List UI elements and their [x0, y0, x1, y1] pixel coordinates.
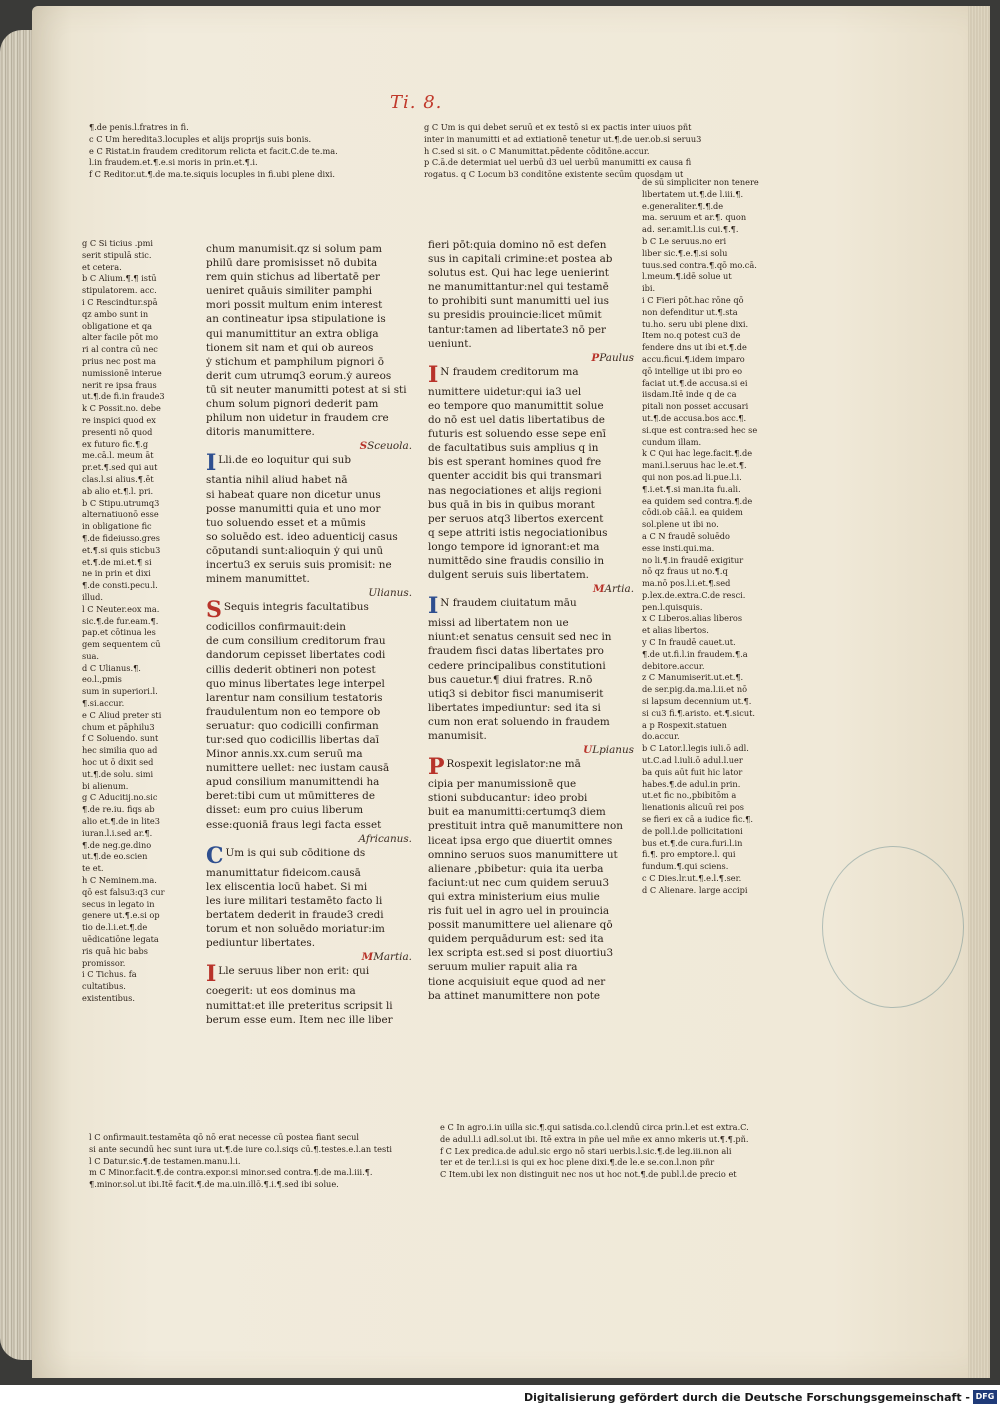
text-line: sus in capitali crimine:et postea ab [428, 253, 613, 266]
text-line: dulgent seruis suis libertatem. [428, 569, 589, 582]
section-heading [428, 351, 634, 365]
gloss-line: b C Lator.l.legis iuli.ō adl. [642, 743, 749, 754]
text-line [206, 600, 412, 620]
heading-initial: U [583, 744, 593, 757]
gloss-line: do.accur. [642, 731, 680, 742]
gloss-line: a p Rospexit.statuen [642, 719, 727, 730]
text-line: nas negociationes et alijs regioni [428, 484, 602, 497]
text-line: chum manumisit.qz si solum pam [206, 243, 382, 255]
text-line: cum non erat soluendo in fraudem [428, 715, 610, 728]
heading-text: Africanus. [358, 832, 412, 845]
section-heading [206, 439, 412, 453]
gloss-line: ¶.de fideiusso.gres [82, 532, 160, 543]
section-heading [206, 586, 412, 600]
gloss-line: ¶.i.et.¶.si man.ita fu.ali. [642, 483, 741, 494]
gloss-line: f C Lex predica.de adul.sic ergo nō stari uerbis.l.sic.¶.de leg.iii.non ali [440, 1145, 732, 1156]
text-line: solutus est. Qui hac lege uenierint [428, 267, 609, 280]
gloss-line: te et. [82, 863, 104, 874]
gloss-line: obligatione et qa [82, 320, 152, 331]
top-gloss-left [89, 122, 409, 181]
text-line [428, 365, 634, 385]
text-line: dandorum cepisset libertates codi [206, 649, 386, 662]
section-heading [206, 832, 412, 846]
text-line: bis est sperant homines quod fre [428, 456, 602, 469]
gloss-line: se fieri ex cā a iudice fic.¶. [642, 814, 753, 825]
text-line: do nō est uel datis libertatibus de [428, 414, 605, 427]
text-line: cedere principalibus constitutioni [428, 659, 606, 672]
gloss-line: sic.¶.de fur.eam.¶. [82, 615, 159, 626]
gloss-line: prius nec post ma [82, 355, 157, 366]
gloss-line: bi alienum. [82, 780, 129, 791]
text-line [428, 757, 634, 777]
section-heading [428, 743, 634, 757]
text-line: possit manumittere uel alienare qō [428, 919, 613, 932]
gloss-line: fi.¶. pro emptore.l. qui [642, 849, 736, 860]
text-line: tū sit neuter manumitti potest at si sti [206, 383, 407, 396]
gloss-line: me.cā.l. meum āt [82, 450, 154, 461]
gloss-line: serit stipulā stic. [82, 249, 152, 260]
text-line: cipia per manumissionē que [428, 778, 577, 791]
text-line: tur:sed quo codicillis libertas daī [206, 734, 380, 746]
gloss-line: ut.et fic no.,pbibitōm a [642, 790, 737, 801]
gloss-line: g C Si ticius .pmi [82, 238, 153, 248]
line-text: Lli.de eo loquitur qui sub [218, 454, 351, 467]
text-line: beret:tibi cum ut mūmitteres de [206, 790, 375, 803]
folio-header: Ti. 8. [390, 92, 443, 113]
gloss-line: et cetera. [82, 261, 122, 272]
gloss-line: hec similia quo ad [82, 745, 158, 756]
text-line: q sepe attriti istis negociationibus [428, 526, 608, 539]
gloss-line: ut.¶.de fi.in fraude3 [82, 391, 165, 402]
gloss-line: libertatem ut.¶.de l.iii.¶. [642, 188, 744, 199]
gloss-line: accu.ficui.¶.idem imparo [642, 353, 745, 364]
gloss-line: e C Ristat.in fraudem creditorum relicta et facit.C.de te.ma. [89, 145, 338, 156]
gloss-line: iuran.l.i.sed ar.¶. [82, 827, 153, 838]
gloss-line: stipulatorem. acc. [82, 285, 157, 296]
gloss-line: z C Manumiserit.ut.et.¶. [642, 672, 744, 683]
line-text: Um is qui sub cōditione ds [225, 846, 366, 859]
gloss-line: habes.¶.de adul.in prin. [642, 778, 741, 789]
heading-text: Ulianus. [368, 587, 412, 600]
dfg-logo: DFG [973, 1390, 997, 1404]
text-line: bus quā in bis in quibus morant [428, 498, 595, 511]
gloss-line: b C Le seruus.no eri [642, 235, 727, 246]
gloss-line: pen.l.quisquis. [642, 601, 703, 612]
heading-text: Paulus [599, 351, 634, 364]
text-line: Minor annis.xx.cum seruū ma [206, 748, 363, 761]
text-line: numittēdo sine fraudis consilio in [428, 554, 605, 567]
gloss-line: non defenditur ut.¶.sta [642, 306, 738, 317]
text-line: de cum consilium creditorum frau [206, 635, 386, 648]
text-line: fraudulentum non eo tempore ob [206, 705, 381, 718]
text-line: bus cauetur.¶ diui fratres. R.nō [428, 673, 593, 686]
gloss-line: uēdicatiōne legata [82, 934, 159, 945]
gloss-line: qz ambo sunt in [82, 308, 149, 319]
gloss-line: f C Soluendo. sunt [82, 733, 159, 744]
gloss-line: l C Neuter.eox ma. [82, 603, 160, 614]
gloss-line: eo.l.,pmis [82, 674, 122, 685]
gloss-line: nerit re ipsa fraus [82, 379, 157, 390]
book-page [32, 6, 990, 1378]
right-margin-gloss [642, 177, 792, 897]
text-line: fieri pōt:quia domino nō est defen [428, 239, 607, 251]
gloss-line: ter et de ter.l.i.si is qui ex hoc plene dixi.¶.de le.e se.con.l.non pñr [440, 1157, 715, 1168]
gloss-line: existentibus. [82, 993, 135, 1003]
gloss-line: genere ut.¶.e.si op [82, 910, 160, 921]
text-line: chum solum pignori dederit pam [206, 398, 379, 411]
gloss-line: promissor. [82, 957, 126, 968]
bottom-gloss-left [89, 1132, 429, 1191]
gloss-line: tio de.l.i.et.¶.de [82, 922, 148, 933]
gloss-line: ab alio et.¶.l. pri. [82, 485, 154, 496]
text-line: numittere uidetur:qui ia3 uel [428, 385, 582, 398]
heading-initial: S [359, 440, 368, 453]
gloss-line: p.lex.de.extra.C.de resci. [642, 589, 746, 600]
gloss-line: et.¶.de mi.et.¶ si [82, 556, 152, 567]
heading-text: Sceuola. [367, 440, 412, 453]
main-text-column-right [428, 238, 634, 1003]
decorated-initial: C [206, 845, 224, 866]
gloss-line: illud. [82, 591, 103, 602]
text-line: buit ea manumitti:certumq3 diem [428, 806, 606, 819]
text-line: les iure militari testamēto facto li [206, 894, 383, 907]
gloss-line: h C.sed si sit. o C Manumittat.pēdente cōditōne.accur. [424, 145, 650, 156]
gloss-line: cultatibus. [82, 981, 126, 992]
text-line: apud consilium manumittendi ha [206, 776, 380, 789]
gloss-line: ut.¶.de eo.scien [82, 851, 148, 862]
gloss-line: esse insti.qui.ma. [642, 542, 715, 553]
gloss-line: numissionē interue [82, 367, 162, 378]
gloss-line: alternatiuonō esse [82, 509, 159, 520]
gloss-line: h C Neminem.ma. [82, 875, 157, 886]
section-heading [206, 950, 412, 964]
text-line [428, 596, 634, 616]
gloss-line: debitore.accur. [642, 660, 705, 671]
text-line: omnino seruos suos manumittere ut [428, 848, 618, 861]
gloss-line: ¶.de consti.pecu.l. [82, 580, 158, 591]
gloss-line: hoc ut ō dixit sed [82, 757, 154, 768]
gloss-line: ad. ser.amit.l.is cui.¶.¶. [642, 224, 739, 235]
funding-credit: Digitalisierung gefördert durch die Deutsche Forschungsgemeinschaft - [523, 1391, 970, 1404]
text-line [206, 964, 412, 984]
gloss-line: ex futuro fic.¶.g [82, 438, 149, 449]
gloss-line: alter facile pōt mo [82, 332, 159, 343]
top-gloss-right [424, 122, 774, 181]
gloss-line: l.in fraudem.et.¶.e.si moris in prin.et.¶.i. [89, 157, 258, 168]
gloss-line: ma. seruum et ar.¶. quon [642, 212, 747, 223]
text-line: per seruos atq3 libertos exercent [428, 512, 604, 525]
gloss-line: ea quidem sed contra.¶.de [642, 495, 753, 506]
text-line: tionem sit nam et qui ob aureos [206, 341, 374, 354]
gloss-line: si cu3 fi.¶.aristo. et.¶.sicut. [642, 707, 755, 718]
bottom-gloss-right [440, 1122, 794, 1181]
text-line: niunt:et senatus censuit sed nec in [428, 631, 612, 644]
line-text: N fraudem creditorum ma [440, 365, 579, 378]
text-line: qui extra ministerium eius mulie [428, 890, 600, 903]
gloss-line: ¶.si.accur. [82, 698, 125, 709]
gloss-line: iisdam.Itē inde q de ca [642, 389, 737, 400]
text-line: si habeat quare non dicetur unus [206, 488, 381, 501]
gloss-line: sol.plene ut ibi no. [642, 519, 719, 530]
gloss-line: no li.¶.in fraudē exigitur [642, 554, 744, 565]
gloss-line: k C Possit.no. debe [82, 403, 161, 414]
gloss-line: b C Stipu.utrumq3 [82, 497, 160, 508]
digitization-footer [0, 1385, 1000, 1410]
gloss-line: i C Fieri pōt.hac rōne qō [642, 294, 744, 305]
gloss-line: in obligatione fic [82, 521, 152, 532]
gloss-line: qui non pos.ad li.pue.l.i. [642, 471, 742, 482]
gloss-line: e.generaliter.¶.¶.de [642, 200, 724, 211]
text-line: derit cum utrumq3 eorum.ẏ aureos [206, 369, 392, 382]
text-line: larentur nam consilium testatoris [206, 691, 383, 704]
gloss-line: et alias libertos. [642, 625, 709, 636]
gloss-line: l.meum.¶.idē solue ut [642, 271, 732, 282]
gloss-line: clas.l.si alius.¶.ēt [82, 473, 154, 484]
text-line: ris fuit uel in agro uel in prouincia [428, 905, 610, 918]
gloss-line: cundum illam. [642, 436, 702, 447]
text-line: pediuntur libertates. [206, 937, 316, 950]
gloss-line: l C onfirmauit.testamēta qō nō erat necesse cū postea fiant secul [89, 1132, 359, 1142]
heading-text: Lpianus [592, 744, 634, 757]
text-line: mori possit multum enim interest [206, 299, 383, 312]
gloss-line: ¶.de neg.ge.dino [82, 839, 152, 850]
gloss-line: si lapsum decennium ut.¶. [642, 696, 752, 707]
gloss-line: re inspici quod ex [82, 414, 156, 425]
text-line: longo tempore id ignorant:et ma [428, 540, 600, 553]
gloss-line: de poll.l.de pollicitationi [642, 825, 743, 836]
text-line: so soluēdo est. ideo aduenticij casus [206, 530, 398, 543]
text-line: quidem perquādurum est: sed ita [428, 933, 604, 946]
text-line: ba attinet manumittere non pote [428, 989, 601, 1002]
gloss-line: g C Aducitij.no.sic [82, 792, 158, 803]
heading-text: Artia. [604, 583, 634, 596]
text-line: philū dare promisisset nō dubita [206, 257, 378, 270]
gloss-line: ¶.de penis.l.fratres in fi. [89, 122, 189, 132]
text-line: manumittatur fideicom.causā [206, 866, 361, 879]
text-line: coegerit: ut eos dominus ma [206, 985, 356, 998]
gloss-line: secus in legato in [82, 898, 155, 909]
main-text-column-left [206, 242, 412, 1027]
gloss-line: ut.C.ad l.iuli.ō adul.l.uer [642, 755, 743, 766]
text-line: lex scripta est.sed si post diuortiu3 [428, 947, 614, 960]
gloss-line: ba quis aūt fuit hic lator [642, 766, 743, 777]
line-text: Sequis integris facultatibus [223, 601, 369, 614]
gloss-line: f C Reditor.ut.¶.de ma.te.siquis locuples in fi.ubi plene dixi. [89, 169, 335, 180]
text-line: quenter accidit bis qui transmari [428, 470, 602, 483]
gloss-line: mani.l.seruus hac le.et.¶. [642, 460, 747, 471]
gloss-line: pr.et.¶.sed qui aut [82, 462, 158, 473]
line-text: Rospexit legislator:ne mā [446, 758, 581, 771]
decorated-initial: S [206, 600, 222, 621]
gloss-line: sua. [82, 650, 99, 661]
gloss-line: de sū simpliciter non tenere [642, 177, 759, 187]
text-line: tuo soluendo esset et a mūmis [206, 516, 366, 529]
gloss-line: bus et.¶.de cura.furi.l.in [642, 837, 743, 848]
gloss-line: si.que est contra:sed hec se [642, 424, 758, 435]
heading-text: Martia. [373, 951, 412, 964]
gloss-line: C Item.ubi lex non distinguit nec nos ut hoc not.¶.de publ.l.de precio et [440, 1169, 737, 1180]
text-line: liceat ipsa ergo que diuertit omnes [428, 834, 613, 847]
gloss-line: tuus.sed contra.¶.qō mo.cā. [642, 259, 757, 270]
text-line: ueniunt. [428, 337, 472, 350]
text-line: futuris est soluendo esse sepe enī [428, 428, 606, 441]
decorated-initial: I [206, 453, 217, 474]
gloss-line: inter in manumitti et ad extiationē tenetur ut.¶.de uer.ob.si seruu3 [424, 133, 702, 144]
gloss-line: i C Tichus. fa [82, 969, 137, 980]
text-line: ẏ stichum et pamphilum pignori ō [206, 355, 384, 368]
decorated-initial: I [206, 964, 217, 985]
text-line: prestituit intra quē manumittere non [428, 820, 623, 833]
text-line: quo minus libertates lege interpel [206, 677, 385, 690]
heading-initial: M [593, 583, 605, 596]
text-line: qui manumittitur an extra obliga [206, 327, 379, 340]
gloss-line: c C Dies.lr.ut.¶.e.l.¶.ser. [642, 873, 742, 884]
gloss-line: chum et pāphilu3 [82, 721, 155, 732]
text-line: bertatem dederit in fraude3 credi [206, 909, 384, 922]
text-line: fraudem fisci datas libertates pro [428, 645, 604, 658]
heading-initial: P [591, 351, 600, 364]
gloss-line: g C Um is qui debet seruū et ex testō si ex pactis inter uiuos pñt [424, 122, 692, 132]
text-line: ne manumittantur:nel qui testamē [428, 281, 609, 294]
text-line: numittat:et ille preteritus scripsit li [206, 999, 393, 1012]
gloss-line: d C Alienare. large accipi [642, 884, 748, 895]
left-margin-gloss [82, 238, 204, 1005]
gloss-line: ibi. [642, 283, 656, 294]
gloss-line: y C In fraudē cauet.ut. [642, 637, 736, 648]
text-line: su presidis prouincie:licet mūmit [428, 309, 602, 322]
heading-initial: M [361, 951, 374, 964]
gloss-line: ris quā hic babs [82, 945, 148, 956]
gloss-line: fendere dns ut ibi et.¶.de [642, 342, 747, 353]
text-line: de facultatibus suis amplius q in [428, 442, 599, 455]
text-line: stioni subducantur: ideo probi [428, 792, 588, 805]
gloss-line: a C N fraudē soluēdo [642, 530, 730, 541]
text-line: utiq3 si debitor fisci manumiserit [428, 687, 604, 700]
gloss-line: Item no.q potest cu3 de [642, 330, 741, 341]
gloss-line: e C In agro.i.in uilla sic.¶.qui satisda.co.l.clendū circa prin.l.et est extra.C. [440, 1122, 749, 1132]
section-heading [428, 582, 634, 596]
faint-ink-flourish [822, 846, 964, 1008]
text-line: tantur:tamen ad libertate3 nō per [428, 323, 606, 336]
gloss-line: sum in superiori.l. [82, 686, 158, 697]
gloss-line: k C Qui hac lege.facit.¶.de [642, 448, 753, 459]
text-line: stantia nihil aliud habet nā [206, 474, 348, 487]
gloss-line: alio et.¶.de in lite3 [82, 816, 160, 827]
text-line [206, 453, 412, 473]
line-text: Lle seruus liber non erit: qui [218, 965, 370, 978]
text-line: seruatur: quo codicilli confirman [206, 719, 379, 732]
gloss-line: p C.ā.de determiat uel uerbū d3 uel uerbū manumitti ex causa fi [424, 157, 692, 168]
text-line: posse manumitti quia et uno mor [206, 502, 381, 515]
text-line: faciunt:ut nec cum quidem seruu3 [428, 876, 610, 889]
line-text: N fraudem ciuitatum māu [440, 597, 577, 610]
text-line: berum esse eum. Item nec ille liber [206, 1013, 393, 1026]
gloss-line: e C Aliud preter sti [82, 709, 162, 720]
gloss-line: qō intellige ut ibi pro eo [642, 365, 743, 376]
gloss-line: nō qz fraus ut no.¶.q [642, 566, 728, 577]
gloss-line: qō est falsu3:q3 cur [82, 886, 165, 897]
text-line: torum et non soluēdo moriatur:im [206, 923, 385, 936]
gloss-line: pitali non posset accusari [642, 401, 749, 412]
text-line: missi ad libertatem non ue [428, 617, 569, 630]
gloss-line: fundum.¶.qui sciens. [642, 861, 729, 872]
gloss-line: ut.¶.de accusa.bos acc.¶. [642, 412, 747, 423]
gloss-line: ¶.minor.sol.ut ibi.Itē facit.¶.de ma.uin.illō.¶.i.¶.sed ibi solue. [89, 1179, 339, 1190]
text-line: numittere uellet: nec iustam causā [206, 762, 390, 775]
gloss-line: cōdi.ob cāā.l. ea quidem [642, 507, 743, 518]
text-line: ueniret quāuis similiter pamphi [206, 285, 373, 298]
text-line: libertates impediuntur: sed ita si [428, 701, 601, 714]
gloss-line: liber sic.¶.e.¶.si solu [642, 247, 728, 258]
text-line: ditoris manumittere. [206, 426, 315, 439]
gloss-line: ne in prin et dixi [82, 568, 151, 579]
gloss-line: de ser.pig.da.ma.l.ii.et nō [642, 684, 748, 695]
text-line [206, 846, 412, 866]
text-line: seruum mulier rapuit alia ra [428, 961, 578, 974]
gloss-line: ri al contra cū nec [82, 344, 158, 355]
gloss-line: et.¶.si quis sticbu3 [82, 544, 161, 555]
page-fore-edge [968, 6, 990, 1378]
gloss-line: pap.et cōtinua les [82, 627, 156, 638]
text-line: lex eliscentia locū habet. Si mi [206, 880, 368, 893]
gloss-line: m C Minor.facit.¶.de contra.expor.si minor.sed contra.¶.de ma.l.iii.¶. [89, 1167, 373, 1178]
gloss-line: d C Ulianus.¶. [82, 662, 141, 673]
text-line: eo tempore quo manumittit solue [428, 399, 604, 412]
text-line: codicillos confirmauit:dein [206, 621, 346, 634]
gloss-line: tu.ho. seru ubi plene dixi. [642, 318, 749, 329]
text-line: alienare ,pbibetur: quia ita uerba [428, 862, 604, 875]
text-line: esse:quoniā fraus legi facta esset [206, 818, 382, 831]
text-line: tione acquisiuit eque quod ad ner [428, 975, 606, 988]
gloss-line: presenti nō quod [82, 426, 153, 437]
gloss-line: rogatus. q C Locum b3 conditōne existente secūm quosdam ut [424, 169, 684, 180]
text-line: disset: eum pro cuius liberum [206, 804, 364, 817]
gloss-line: b C Alium.¶.¶ istū [82, 273, 157, 284]
text-line: cillis dederit obtineri non potest [206, 663, 376, 676]
gloss-line: lienationis alicuū rei pos [642, 802, 744, 813]
text-line: incertu3 ex seruis suis promisit: ne [206, 558, 392, 571]
gloss-line: faciat ut.¶.de accusa.si ei [642, 377, 748, 388]
gloss-line: l C Datur.sic.¶.de testamen.manu.l.i. [89, 1155, 241, 1166]
text-line: philum non uidetur in fraudem cre [206, 412, 389, 425]
text-line: rem quin stichus ad libertatē per [206, 271, 380, 284]
gloss-line: ¶.de re.iu. fiqs ab [82, 804, 155, 815]
gloss-line: ut.¶.de solu. simi [82, 768, 154, 779]
gloss-line: x C Liberos.alias liberos [642, 613, 743, 624]
decorated-initial: I [428, 596, 439, 617]
gloss-line: c C Um heredita3.locuples et alijs proprijs suis bonis. [89, 133, 312, 144]
text-line: minem manumittet. [206, 573, 310, 586]
decorated-initial: I [428, 364, 439, 385]
decorated-initial: P [428, 757, 445, 778]
gloss-line: gem sequentem cū [82, 639, 161, 650]
gloss-line: ma.nō pos.l.i.et.¶.sed [642, 578, 731, 589]
text-line: an contineatur ipsa stipulatione is [206, 313, 386, 326]
text-line: manumisit. [428, 730, 487, 742]
text-line: cōputandi sunt:alioquin ẏ qui unū [206, 544, 384, 557]
gloss-line: i C Rescindtur.spā [82, 296, 158, 307]
text-line: to prohibiti sunt manumitti uel ius [428, 295, 609, 308]
gloss-line: ¶.de ut.fi.l.in fraudem.¶.a [642, 648, 748, 659]
gloss-line: si ante secundū hec sunt iura ut.¶.de iure co.l.siqs cū.¶.testes.e.l.an testi [89, 1143, 393, 1154]
gloss-line: de adul.l.i adl.sol.ut ibi. Itē extra in pñe uel mñe ex anno mkeris ut.¶.¶.pñ. [440, 1133, 749, 1144]
